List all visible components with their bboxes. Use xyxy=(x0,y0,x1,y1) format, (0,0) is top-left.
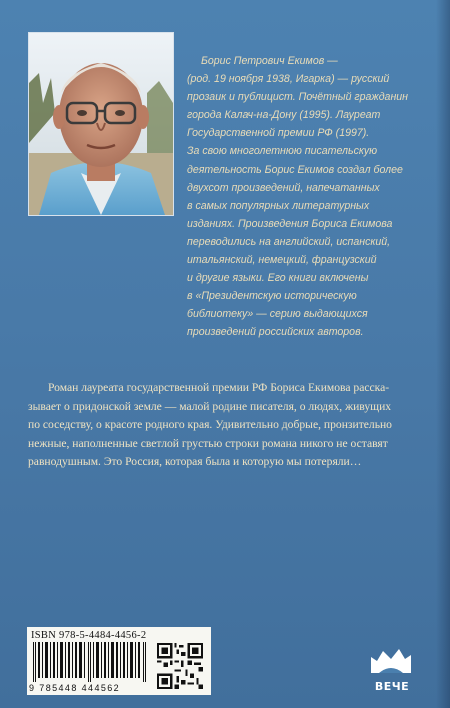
bio-line: города Калач-на-Дону (1995). Лауреат xyxy=(187,109,381,122)
author-bio xyxy=(187,52,422,342)
bio-line: итальянский, немецкий, французский xyxy=(187,254,377,267)
bio-line: За свою многолетнюю писательскую xyxy=(187,145,378,158)
annotation-line: Роман лауреата государственной премии РФ Бориса Екимова расска- xyxy=(48,381,390,394)
bio-line: деятельность Борис Екимов создал более xyxy=(187,163,403,176)
spine-shadow xyxy=(436,0,450,708)
bio-line: переводились на английский, испанский, xyxy=(187,235,391,248)
qr-code-icon xyxy=(157,643,203,689)
annotation-line: зывает о придонской земле — малой родине писателя, о людях, живущих xyxy=(28,399,392,413)
bio-line: Государственной премии РФ (1997). xyxy=(187,127,370,140)
annotation-line: равнодушным. Это Россия, которая была и которую мы потеряли… xyxy=(28,455,362,469)
bio-line: прозаик и публицист. Почётный гражданин xyxy=(187,91,408,104)
bio-line: (род. 19 ноября 1938, Игарка) — русский xyxy=(187,73,390,86)
annotation-line: нежные, наполненные светлой грустью строки романа никого не оставят xyxy=(28,436,388,450)
isbn-barcode-panel xyxy=(27,627,211,695)
bio-line: и другие языки. Его книги включены xyxy=(187,272,369,285)
isbn-label: ISBN 978-5-4484-4456-2 xyxy=(31,630,147,641)
book-annotation xyxy=(28,379,424,472)
bio-line: изданиях. Произведения Бориса Екимова xyxy=(187,217,393,230)
bio-line: в «Президентскую историческую xyxy=(187,290,357,303)
bio-line: произведений российских авторов. xyxy=(187,326,364,339)
annotation-line: по соседству, о красоте родного края. Удивительно добрые, пронзительно xyxy=(28,418,392,432)
bio-line: двухсот произведений, напечатанных xyxy=(187,181,380,194)
author-photo xyxy=(28,32,174,216)
bio-line: в самых популярных литературных xyxy=(187,199,370,212)
barcode-digits: 9 785448 444562 xyxy=(29,683,121,693)
bio-line: Борис Петрович Екимов — xyxy=(201,55,338,67)
barcode-icon xyxy=(31,642,151,682)
bio-line: библиотеку» — серию выдающихся xyxy=(187,308,368,321)
publisher-name: ВЕЧЕ xyxy=(374,680,410,693)
